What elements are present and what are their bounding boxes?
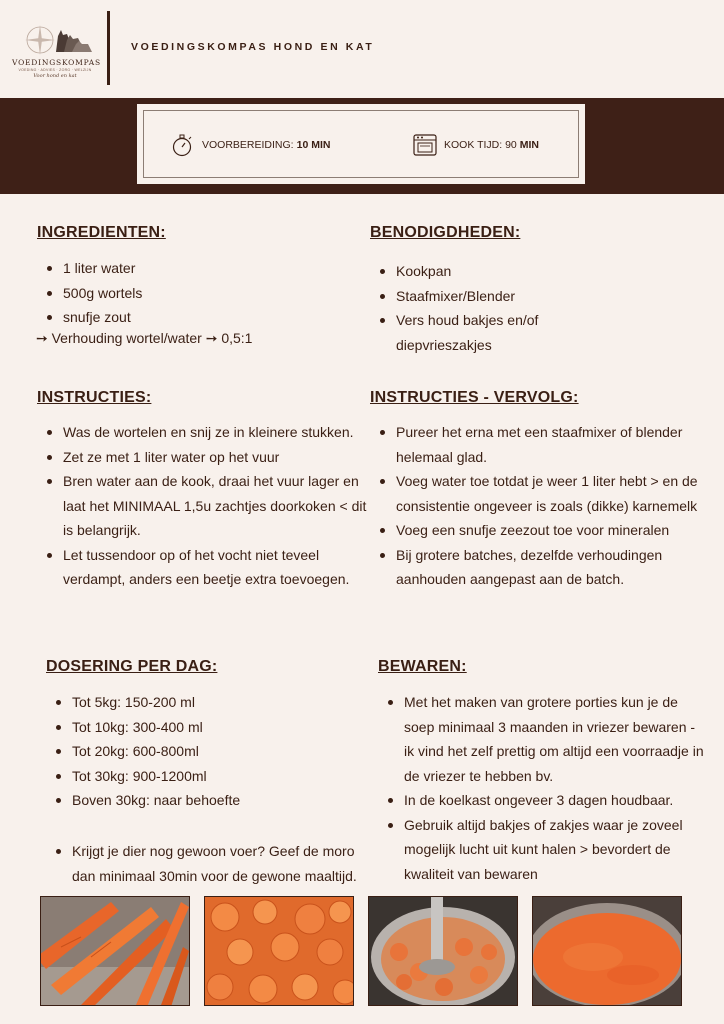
list-item: 500g wortels — [37, 281, 337, 306]
logo-script: Voor hond en kat — [33, 73, 77, 79]
list-item: Vers houd bakjes en/of diepvrieszakjes — [370, 308, 570, 357]
header-divider — [107, 11, 110, 85]
list-item: Staafmixer/Blender — [370, 284, 570, 309]
list-item: Tot 30kg: 900-1200ml — [46, 764, 366, 789]
prep-time — [170, 133, 330, 157]
list-item: Was de wortelen en snij ze in kleinere stukken. — [37, 420, 377, 445]
prep-label: VOORBEREIDING: — [202, 139, 294, 151]
list-item: Met het maken van grotere porties kun je de soep minimaal 3 maanden in vriezer bewaren - ik vind het zelf prettig om altijd een voorraadje in de vriezer te hebben bv. — [378, 690, 708, 788]
list-item: Let tussendoor op of het vocht niet teveel verdampt, anders een beetje extra toevoegen. — [37, 543, 377, 592]
cook-value: MIN — [519, 139, 539, 151]
instructions-cont-heading: INSTRUCTIES - VERVOLG: — [370, 389, 579, 406]
list-item: Zet ze met 1 liter water op het vuur — [37, 445, 377, 470]
list-item: Kookpan — [370, 259, 570, 284]
brand-title: VOEDINGSKOMPAS HOND EN KAT — [131, 41, 375, 53]
list-item: Boven 30kg: naar behoefte — [46, 788, 366, 813]
equipment-heading: BENODIGDHEDEN: — [370, 224, 521, 241]
page-header — [0, 0, 724, 98]
dosage-note: Krijgt je dier nog gewoon voer? Geef de moro dan minimaal 30min voor de gewone maaltijd. — [46, 839, 376, 888]
dosage-heading: DOSERING PER DAG: — [46, 658, 218, 675]
photo-chopped-carrots — [204, 896, 354, 1006]
logo-tagline: VOEDING · ADVIES · ZORG · WELZIJN — [18, 68, 92, 72]
photo-soup — [532, 896, 682, 1006]
list-item: Voeg een snufje zeezout toe voor mineralen — [370, 518, 708, 543]
ingredients-list — [37, 256, 337, 330]
list-item: Bren water aan de kook, draai het vuur lager en laat het MINIMAAL 1,5u zachtjes doorkoken < dit is belangrijk. — [37, 469, 377, 543]
list-item: 1 liter water — [37, 256, 337, 281]
prep-value: 10 MIN — [296, 139, 331, 151]
photo-pot-blender — [368, 896, 518, 1006]
ingredients-heading: INGREDIENTEN: — [37, 224, 166, 241]
time-box — [137, 104, 585, 184]
time-box-border — [143, 110, 579, 178]
list-item: In de koelkast ongeveer 3 dagen houdbaar. — [378, 788, 708, 813]
list-item: Tot 10kg: 300-400 ml — [46, 715, 366, 740]
list-item: snufje zout — [37, 305, 337, 330]
list-item: Pureer het erna met een staafmixer of blender helemaal glad. — [370, 420, 708, 469]
dosage-note-list — [46, 839, 376, 888]
dosage-list — [46, 690, 366, 813]
instructions-heading: INSTRUCTIES: — [37, 389, 152, 406]
list-item: Tot 5kg: 150-200 ml — [46, 690, 366, 715]
oven-icon — [412, 133, 438, 157]
list-item: Voeg water toe totdat je weer 1 liter hebt > en de consistentie ongeveer is zoals (dikke) karnemelk — [370, 469, 708, 518]
compass-dog-cat-icon — [12, 22, 98, 58]
cook-label: KOOK TIJD: 90 — [444, 139, 517, 151]
stopwatch-icon — [170, 133, 196, 157]
instructions-cont-list — [370, 420, 708, 592]
instructions-list — [37, 420, 377, 592]
list-item: Tot 20kg: 600-800ml — [46, 739, 366, 764]
photo-whole-carrots — [40, 896, 190, 1006]
ratio-note: ➙ Verhouding wortel/water ➙ 0,5:1 — [36, 330, 253, 346]
storage-heading: BEWAREN: — [378, 658, 467, 675]
cook-time — [412, 133, 539, 157]
storage-list — [378, 690, 708, 886]
brand-logo — [12, 22, 101, 80]
list-item: Bij grotere batches, dezelfde verhoudingen aanhouden aangepast aan de batch. — [370, 543, 708, 592]
list-item: Gebruik altijd bakjes of zakjes waar je zoveel mogelijk lucht uit kunt halen > bevordert de kwaliteit van bewaren — [378, 813, 708, 887]
equipment-list — [370, 259, 570, 357]
logo-name: VOEDINGSKOMPAS — [12, 58, 101, 67]
